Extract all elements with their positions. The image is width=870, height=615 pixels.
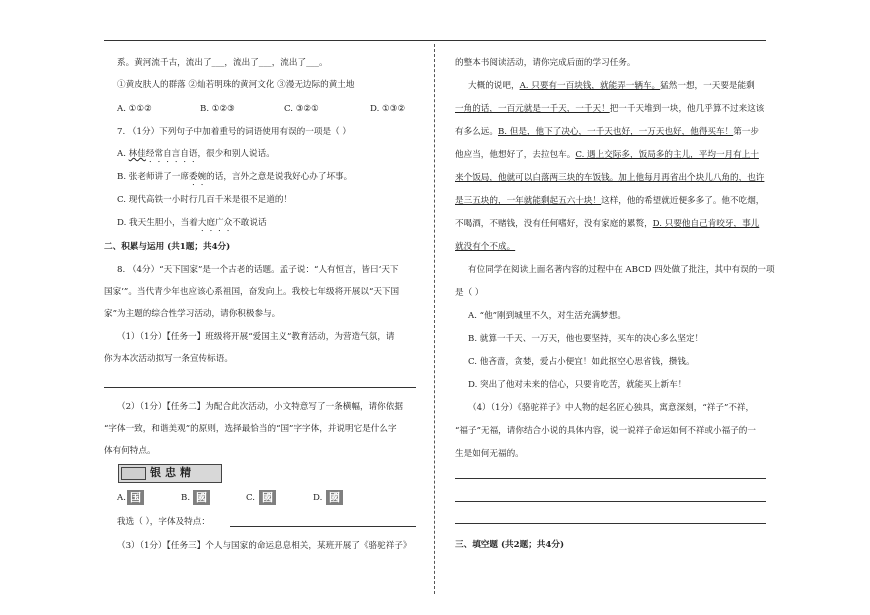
q7-a-prefix: A. (117, 149, 129, 159)
q8-3-line-1: （3）（1分）【任务三】个人与国家的命运息息相关，某班开展了《骆驼祥子》 (117, 541, 412, 551)
font-option-a-label: A. (117, 493, 126, 503)
q4-answer-line-2[interactable] (455, 501, 766, 502)
banner-blank-box (121, 467, 146, 480)
q8-1-line-2: 你为本次活动拟写一条宣传标语。 (104, 354, 233, 364)
q8-2-line-2: “字体一致，和谐美观”的原则，选择最恰当的“国”字字体，并说明它是什么字 (104, 424, 397, 434)
q7-a-emphasis: 经常自言自语 (145, 149, 198, 159)
passage-line-8: 就没有个不成。 (455, 242, 516, 252)
q6-option-b: B. ①②③ (200, 104, 235, 114)
q8-line-3: 家”为主题的综合性学习活动，请你积极参与。 (104, 309, 281, 319)
passage-line-2 (455, 104, 764, 115)
passage-3a: 有多么远。 (455, 127, 498, 137)
q7-d-rest: 不敢说话 (232, 218, 267, 228)
passage-6b: 这样，他的希望就近便多多了。他不吃烟， (601, 196, 765, 206)
q7-b-emphasis: 委婉 (188, 172, 207, 182)
q4-line-1: （4）（1分）《骆驼祥子》中人物的起名匠心独具，寓意深刻，“祥子”不祥， (468, 403, 755, 413)
font-option-c-label: C. (246, 493, 256, 503)
passage-1c: 猛然一想，一天要是能剩 (660, 81, 755, 91)
passage-line-6 (455, 196, 764, 207)
q7-d-prefix: D. 我天生胆小，当着 (117, 218, 198, 228)
q8-2-line-3: 体有何特点。 (104, 446, 156, 456)
section-3-title: 三、填空题 (共2题；共4分) (455, 540, 565, 550)
q8-line-2: 国家’”。当代青少年也应该心系祖国，奋发向上。我校七年级将开展以“天下国 (104, 287, 400, 297)
font-option-b-label: B. (181, 493, 191, 503)
q7-option-d (117, 218, 267, 233)
q8-1-line-1: （1）（1分）【任务一】班级将开展“爱国主义”教育活动，为营造气氛，请 (117, 332, 395, 342)
passage-line-3 (455, 127, 759, 138)
q7-a-rest: ，很少和别人说话。 (197, 149, 275, 159)
passage-4a: 他应当，他想好了，去拉包车。 (455, 150, 576, 160)
passage-3c: 第一步 (733, 127, 759, 137)
annotation-d: D. 只要他自己肯咬牙，事儿 (652, 219, 760, 229)
section-2-title: 二、积累与运用 (共1题；共4分) (104, 242, 231, 252)
q6-option-a: A. ①①② (117, 104, 152, 114)
q8-line-1: 8. （4分）“天下国家”是一个古老的话题。孟子说：“人有恒言，皆曰‘天下 (117, 265, 399, 275)
q7-d-emphasis: 大庭广众 (197, 218, 233, 228)
question-line-2: 是（ ） (455, 288, 484, 298)
option-c: C. 他吝啬，贪婪，爱占小便宜！如此抠空心思省钱，攒钱。 (468, 357, 695, 367)
q4-answer-line-3[interactable] (455, 523, 766, 524)
q6-stem: 系。黄河流千古，流出了___，流出了___，流出了___。 (117, 58, 328, 68)
font-option-c-glyph[interactable]: 國 (259, 490, 276, 505)
option-a: A. “他”刚到城里不久，对生活充满梦想。 (468, 311, 626, 321)
passage-line-5: 来个饭局，他就可以白落两三块的车饭钱。加上他每月再省出个块儿八角的，也许 (455, 173, 765, 183)
top-rule (104, 40, 766, 41)
q6-option-d: D. ①③② (370, 104, 406, 114)
font-option-d-label: D. (313, 493, 323, 503)
q7-stem: 7. （1分）下列句子中加着重号的词语使用有误的一项是（ ） (117, 127, 351, 137)
passage-1a: 大概的说吧， (468, 81, 520, 91)
q6-option-c: C. ③②① (284, 104, 319, 114)
passage-2b: 把一千天堆到一块，他几乎算不过来这该 (609, 104, 765, 114)
passage-2a: 一角的话，一百元就是一千天，一千天！ (455, 104, 610, 114)
column-divider (434, 44, 435, 594)
q7-option-c: C. 现代高铁一小时行几百千米是很不足道的！ (117, 195, 293, 205)
passage-line-4 (455, 150, 759, 161)
option-d: D. 突出了他对未来的信心，只要肯吃苦，就能买上新车！ (468, 380, 687, 390)
q7-b-rest: 的话，言外之意是说我好心办了坏事。 (206, 172, 353, 182)
passage-7a: 不喝酒，不赌钱，没有任何嗜好，没有家庭的累赘， (455, 219, 653, 229)
q8-2-answer-prefix: 我选（ ），字体及特点： (117, 517, 210, 527)
annotation-c: C. 遇上交际多，饭局多的主儿，平均一月有上十 (575, 150, 759, 160)
font-option-b-glyph[interactable]: 國 (193, 490, 210, 505)
font-option-d-glyph[interactable]: 國 (326, 490, 343, 505)
q6-choices: ①黄皮肤人的群落 ②灿若明珠的黄河文化 ③漫无边际的黄土地 (117, 80, 355, 90)
annotation-a: A. 只要有一百块钱，就能弄一辆车。 (519, 81, 661, 91)
option-b: B. 就算一千天、一万天，他也要坚持，买车的决心多么坚定！ (468, 334, 704, 344)
question-line-1: 有位同学在阅读上面名著内容的过程中在 ABCD 四处做了批注，其中有误的一项 (468, 265, 775, 275)
q7-option-b (117, 172, 352, 187)
passage-line-1 (468, 81, 755, 92)
passage-line-7 (455, 219, 759, 230)
intro-line: 的整本书阅读活动，请你完成后面的学习任务。 (455, 58, 636, 68)
passage-6a: 是三五块的，一年就能剩起五六十块！ (455, 196, 602, 206)
q4-answer-line-1[interactable] (455, 478, 766, 479)
q8-2-line-1: （2）（1分）【任务二】为配合此次活动，小文特意写了一条横幅，请你依据 (117, 402, 403, 412)
font-option-a-glyph[interactable]: 国 (127, 490, 144, 505)
annotation-b: B. 但是，他下了决心，一千天也好，一万天也好，他得买车！ (497, 127, 734, 137)
q7-b-prefix: B. 张老师讲了一席 (117, 172, 189, 182)
q8-2-answer-line[interactable] (230, 526, 416, 527)
q7-a-mark: 林佳 (128, 149, 146, 159)
q7-option-a (117, 149, 275, 164)
q4-line-2: “福子”无福，请你结合小说的具体内容，说一说祥子命运如何不祥或小福子的一 (455, 426, 756, 436)
q8-1-answer-line[interactable] (104, 387, 416, 388)
q4-line-3: 生是如何无福的。 (455, 449, 524, 459)
banner-text: 银忠精 (150, 466, 195, 479)
